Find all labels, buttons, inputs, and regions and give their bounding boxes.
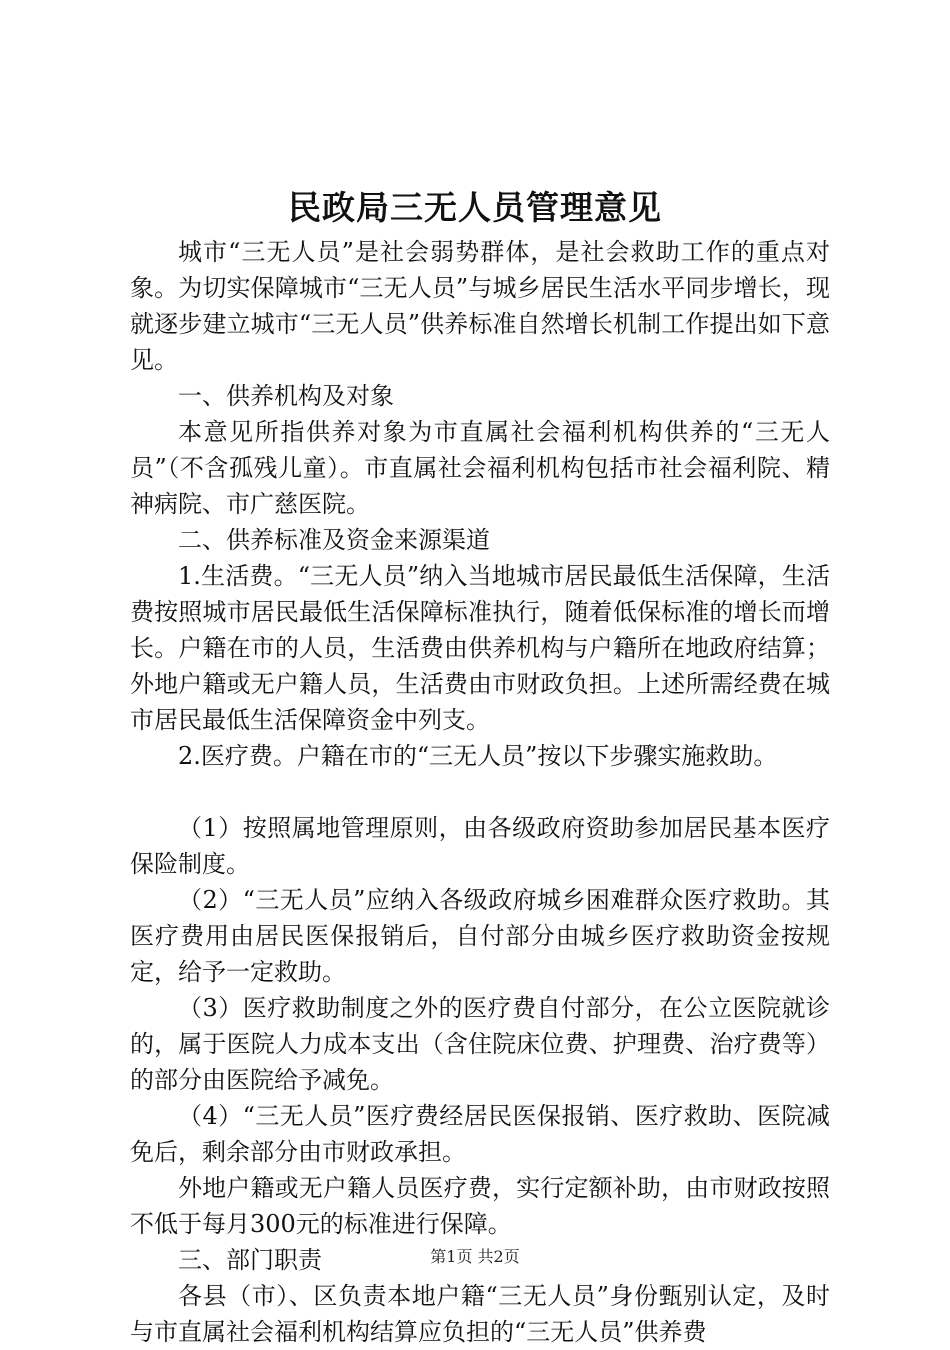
paragraph-intro: 城市“三无人员”是社会弱势群体，是社会救助工作的重点对象。为切实保障城市“三无人员”与城乡居民生活水平同步增长，现就逐步建立城市“三无人员”供养标准自然增长机制工作提出如下意见。 <box>130 238 830 374</box>
section-heading-2: 二、供养标准及资金来源渠道 <box>178 526 490 554</box>
page-number-footer: 第1页 共2页 <box>430 1247 520 1266</box>
paragraph-medical-item-2: （2）“三无人员”应纳入各级政府城乡困难群众医疗救助。其医疗费用由居民医保报销后，自付部分由城乡医疗救助资金按规定，给予一定救助。 <box>130 886 830 986</box>
paragraph-living-expenses: 1.生活费。“三无人员”纳入当地城市居民最低生活保障，生活费按照城市居民最低生活保障标准执行，随着低保标准的增长而增长。户籍在市的人员，生活费由供养机构与户籍所在地政府结算；外地户籍或无户籍人员，生活费由市财政负担。上述所需经费在城市居民最低生活保障资金中列支。 <box>130 562 830 734</box>
paragraph-medical-item-4: （4）“三无人员”医疗费经居民医保报销、医疗救助、医院减免后，剩余部分由市财政承担。 <box>130 1102 830 1166</box>
section-heading-3: 三、部门职责 <box>178 1246 322 1274</box>
paragraph-medical-expenses: 2.医疗费。户籍在市的“三无人员”按以下步骤实施救助。 <box>178 742 778 770</box>
paragraph-nonlocal-medical: 外地户籍或无户籍人员医疗费，实行定额补助，由市财政按照不低于每月300元的标准进行保障。 <box>130 1174 830 1238</box>
paragraph-scope: 本意见所指供养对象为市直属社会福利机构供养的“三无人员”（不含孤残儿童）。市直属社会福利机构包括市社会福利院、精神病院、市广慈医院。 <box>130 418 830 518</box>
paragraph-medical-item-1: （1）按照属地管理原则，由各级政府资助参加居民基本医疗保险制度。 <box>130 814 830 878</box>
document-body <box>130 234 830 1350</box>
section-heading-1: 一、供养机构及对象 <box>178 382 394 410</box>
document-title: 民政局三无人员管理意见 <box>288 188 662 227</box>
paragraph-responsibilities: 各县（市）、区负责本地户籍“三无人员”身份甄别认定，及时与市直属社会福利机构结算应负担的“三无人员”供养费 <box>130 1282 830 1346</box>
paragraph-medical-item-3: （3）医疗救助制度之外的医疗费自付部分，在公立医院就诊的，属于医院人力成本支出（含住院床位费、护理费、治疗费等）的部分由医院给予减免。 <box>130 994 830 1094</box>
